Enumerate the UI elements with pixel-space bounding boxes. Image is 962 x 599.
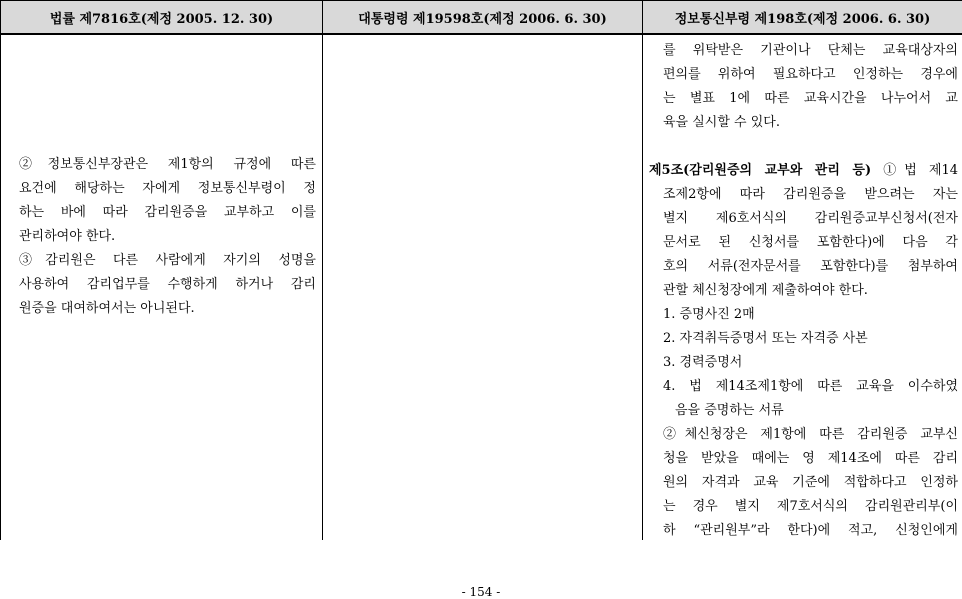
ordinance-line: 하 “관리원부”라 한다)에 적고, 신청인에게 (663, 523, 958, 538)
header-ministry-ordinance: 정보통신부령 제198호(제정 2006. 6. 30) (643, 1, 962, 35)
list-item: 3. 경력증명서 (663, 355, 743, 370)
ordinance-line: 육을 실시할 수 있다. (663, 115, 780, 130)
page-number: - 154 - (461, 585, 501, 599)
law-cell (1, 34, 323, 540)
article5-heading-line (649, 159, 958, 183)
law-text (1, 153, 322, 321)
ordinance-line: 원의 자격과 교육 기준에 적합하다고 인정하 (663, 475, 958, 490)
list-item: 1. 증명사진 2매 (663, 307, 755, 322)
decree-cell (323, 34, 643, 540)
ordinance-line: 호의 서류(전자문서를 포함한다)를 첨부하여 (663, 259, 958, 274)
ordinance-line: 별지 제6호서식의 감리원증교부신청서(전자 (663, 211, 958, 226)
ordinance-line: 를 위탁받은 기관이나 단체는 교육대상자의 (663, 43, 958, 58)
body-row (1, 34, 962, 540)
ordinance-line: 는 경우 별지 제7호서식의 감리원관리부(이 (663, 499, 958, 514)
article5-first-line-rest: ①법 제14 (871, 163, 958, 178)
list-item: 4. 법 제14조제1항에 따른 교육을 이수하였 (663, 379, 958, 394)
law-line: ②정보통신부장관은 제1항의 규정에 따른 (19, 157, 316, 172)
ordinance-line: 청을 받았을 때에는 영 제14조에 따른 감리 (663, 451, 958, 466)
header-presidential-decree: 대통령령 제19598호(제정 2006. 6. 30) (323, 1, 643, 35)
ordinance-text (643, 39, 962, 543)
ordinance-line: 관할 체신청장에게 제출하여야 한다. (663, 283, 868, 298)
law-line: 원증을 대여하여서는 아니된다. (19, 301, 195, 316)
header-law: 법률 제7816호(제정 2005. 12. 30) (1, 1, 323, 35)
list-item: 2. 자격취득증명서 또는 자격증 사본 (663, 331, 868, 346)
ordinance-line: 는 별표 1에 따른 교육시간을 나누어서 교 (663, 91, 958, 106)
ordinance-line: ②체신청장은 제1항에 따른 감리원증 교부신 (663, 427, 958, 442)
ordinance-line: 문서로 된 신청서를 포함한다)에 다음 각 (663, 235, 958, 250)
list-item-continuation: 음을 증명하는 서류 (675, 403, 784, 418)
header-row (1, 1, 962, 35)
ordinance-line: 편의를 위하여 필요하다고 인정하는 경우에 (663, 67, 958, 82)
law-line: 요건에 해당하는 자에게 정보통신부령이 정 (19, 181, 316, 196)
paragraph-gap (649, 135, 958, 159)
law-line: 하는 바에 따라 감리원증을 교부하고 이를 (19, 205, 316, 220)
article5-title: 제5조(감리원증의 교부와 관리 등) (649, 163, 872, 178)
law-line: 관리하여야 한다. (19, 229, 116, 244)
ordinance-cell (643, 34, 962, 540)
ordinance-line: 조제2항에 따라 감리원증을 받으려는 자는 (663, 187, 958, 202)
law-line: ③감리원은 다른 사람에게 자기의 성명을 (19, 253, 316, 268)
law-line: 사용하여 감리업무를 수행하게 하거나 감리 (19, 277, 316, 292)
